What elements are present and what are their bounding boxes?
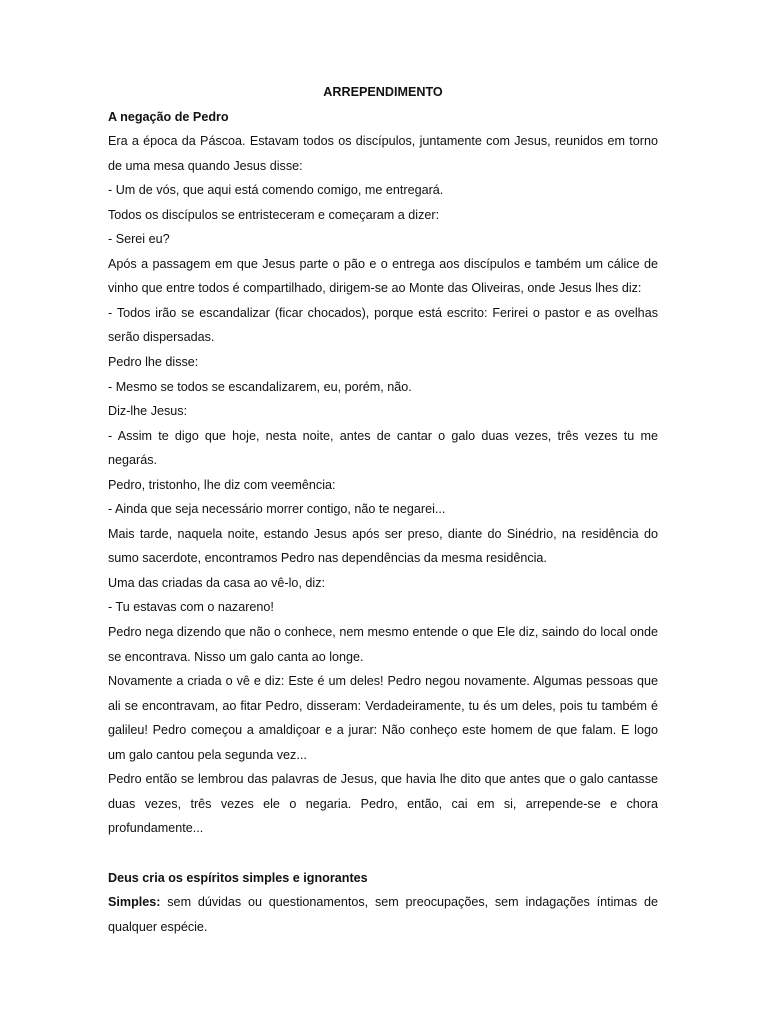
section-spacer [108, 841, 658, 866]
paragraph: Todos os discípulos se entristeceram e começaram a dizer: [108, 207, 440, 222]
paragraph: - Mesmo se todos se escandalizarem, eu, porém, não. [108, 379, 412, 394]
paragraph: Era a época da Páscoa. Estavam todos os discípulos, juntamente com Jesus, reunidos em torno de uma mesa quando Jesus disse: [108, 134, 658, 173]
paragraph: Mais tarde, naquela noite, estando Jesus após ser preso, diante do Sinédrio, na residência do sumo sacerdote, encontramos Pedro nas dependências da mesma residência. [108, 526, 658, 566]
section-heading-espiritos: Deus cria os espíritos simples e ignorantes [108, 870, 368, 885]
paragraph: Pedro então se lembrou das palavras de Jesus, que havia lhe dito que antes que o galo cantasse duas vezes, três vezes ele o negaria. Pedro, então, cai em si, arrepende-se e chora profundamente... [108, 772, 658, 836]
paragraph: Diz-lhe Jesus: [108, 404, 188, 419]
paragraph: Uma das criadas da casa ao vê-lo, diz: [108, 575, 325, 590]
document-page [108, 80, 658, 939]
paragraph: - Todos irão se escandalizar (ficar chocados), porque está escrito: Ferirei o pastor e as ovelhas serão dispersadas. [108, 305, 658, 345]
paragraph: - Serei eu? [108, 232, 170, 247]
paragraph: - Tu estavas com o nazareno! [108, 600, 274, 615]
paragraph: Pedro nega dizendo que não o conhece, nem mesmo entende o que Ele diz, saindo do local onde se encontrava. Nisso um galo canta ao longe. [108, 625, 658, 664]
definition-term: Simples: [108, 895, 161, 910]
paragraph: - Um de vós, que aqui está comendo comigo, me entregará. [108, 183, 444, 198]
document-title: ARREPENDIMENTO [323, 85, 443, 99]
section-heading-negacao: A negação de Pedro [108, 109, 229, 124]
paragraph: Após a passagem em que Jesus parte o pão e o entrega aos discípulos e também um cálice de vinho que entre todos é compartilhado, dirigem-se ao Monte das Oliveiras, onde Jesus lhes diz: [108, 256, 658, 296]
paragraph: - Assim te digo que hoje, nesta noite, antes de cantar o galo duas vezes, três vezes tu me negarás. [108, 428, 658, 468]
definition-paragraph [108, 890, 658, 939]
paragraph: - Ainda que seja necessário morrer contigo, não te negarei... [108, 502, 446, 517]
paragraph: Novamente a criada o vê e diz: Este é um deles! Pedro negou novamente. Algumas pessoas que ali se encontravam, ao fitar Pedro, disseram: Verdadeiramente, tu és um deles, pois tu também é galileu! Pedro começou a amaldiçoar e a jurar: Não conheço este homem de que falam. E logo um galo cantou pela segunda vez... [108, 674, 658, 762]
definition-text: sem dúvidas ou questionamentos, sem preocupações, sem indagações íntimas de qualquer espécie. [108, 895, 658, 934]
paragraph: Pedro lhe disse: [108, 355, 199, 370]
paragraph: Pedro, tristonho, lhe diz com veemência: [108, 477, 336, 492]
